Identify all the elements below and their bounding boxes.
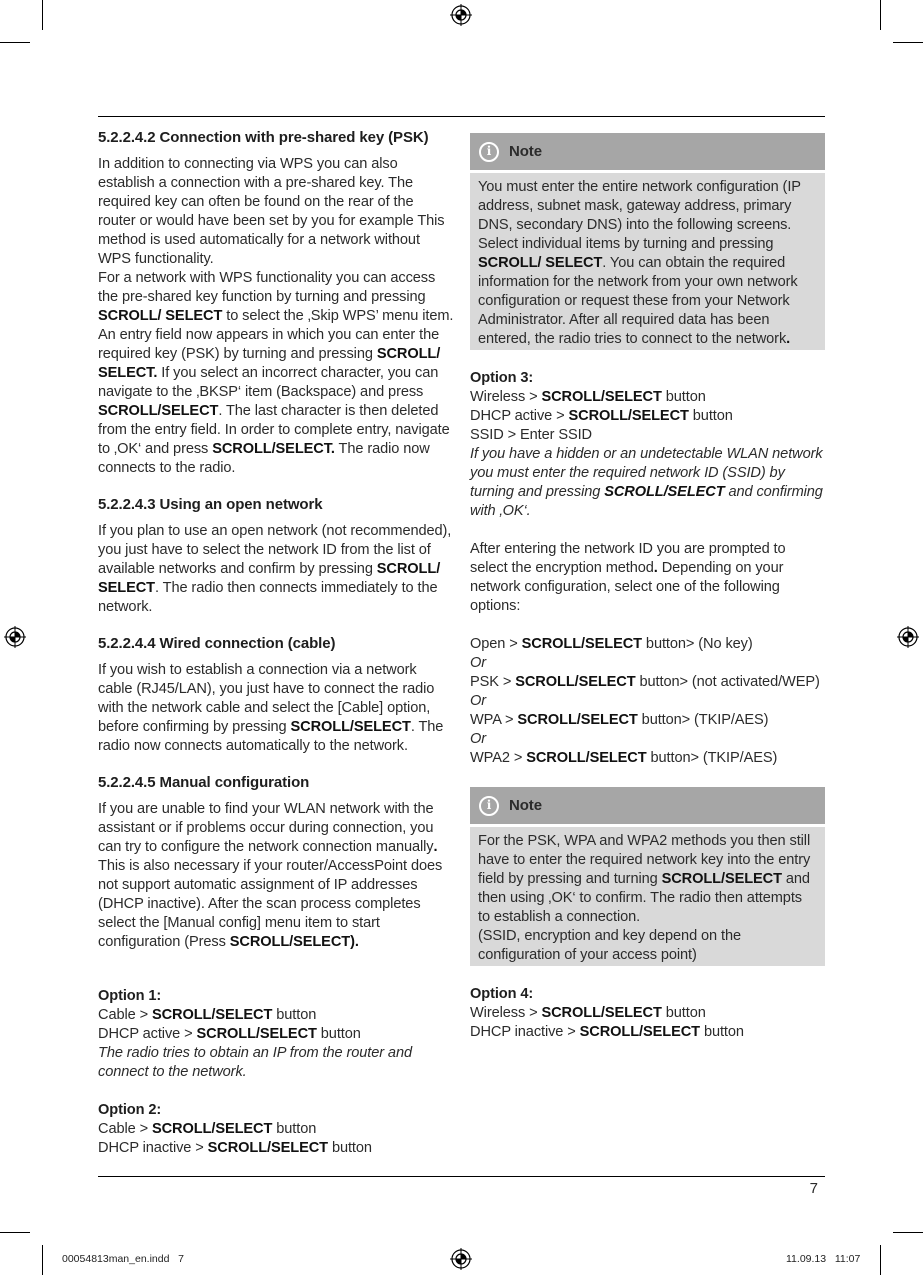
footer-rule — [98, 1176, 825, 1177]
option-line: DHCP inactive > SCROLL/SELECT button — [470, 1024, 744, 1040]
option-line: DHCP active > SCROLL/SELECT button — [98, 1026, 361, 1042]
section-heading: 5.2.2.4.2 Connection with pre-shared key (PSK) — [98, 129, 429, 146]
paragraph: In addition to connecting via WPS you can also establish a connection with a pre-shared key. The required key can often be found on the rear of the router or would have been set by you for example This method is used automatically for a network without WPS functionality. — [98, 156, 445, 267]
crop-mark — [893, 42, 923, 43]
crop-mark — [893, 1232, 923, 1233]
option-3 — [470, 369, 825, 521]
option-line: WPA2 > SCROLL/SELECT button> (TKIP/AES) — [470, 750, 778, 766]
crop-mark — [0, 42, 30, 43]
note-label: Note — [509, 797, 542, 814]
registration-mark-icon — [897, 626, 919, 648]
option-title: Option 1: — [98, 988, 162, 1004]
note-box — [470, 787, 825, 966]
note-body — [470, 827, 825, 966]
paragraph: If you wish to establish a connection via a network cable (RJ45/LAN), you just have to connect the radio with the network cable and select the [Cable] option, before confirming by pressing SCROLL/SELECT. The radio now connects automatically to the network. — [98, 662, 444, 754]
paragraph: Select individual items by turning and pressing SCROLL/ SELECT. You can obtain the required information for the network from your own network configuration or request these from your Network Administrator. After all required data has been entered, the radio tries to connect to the network. — [478, 236, 798, 347]
page-number: 7 — [809, 1180, 818, 1197]
option-line: PSK > SCROLL/SELECT button> (not activated/WEP) — [470, 674, 820, 690]
paragraph: For a network with WPS functionality you can access the pre-shared key function by turning and pressing SCROLL/ SELECT to select the ‚Skip WPS’ menu item. — [98, 270, 454, 324]
option-line: DHCP inactive > SCROLL/SELECT button — [98, 1140, 372, 1156]
right-column — [470, 133, 825, 1042]
registration-mark-icon — [450, 4, 472, 26]
section-wired — [98, 633, 454, 756]
option-title: Option 3: — [470, 370, 534, 386]
info-icon: i — [479, 796, 499, 816]
note-header — [470, 787, 825, 824]
crop-mark — [0, 1232, 30, 1233]
registration-mark-icon — [450, 1248, 472, 1270]
option-line: WPA > SCROLL/SELECT button> (TKIP/AES) — [470, 712, 769, 728]
option-line: Open > SCROLL/SELECT button> (No key) — [470, 636, 753, 652]
crop-mark — [880, 1245, 881, 1275]
paragraph: If you plan to use an open network (not recommended), you just have to select the network ID from the list of available networks and confirm by pressing SCROLL/ SELECT. The radio then connects immediately to the network. — [98, 523, 452, 615]
crop-mark — [42, 1245, 43, 1275]
or-label: Or — [470, 693, 487, 709]
paragraph: (SSID, encryption and key depend on the configuration of your access point) — [478, 928, 742, 963]
encryption-options — [470, 635, 825, 768]
paragraph: An entry field now appears in which you can enter the required key (PSK) by turning and pressing SCROLL/ SELECT. If you select an incorrect character, you can navigate to the ‚BKSP‘ item (Backspace) and press SCROLL/SELECT. The last character is then deleted from the entry field. In order to complete entry, navigate to ‚OK‘ and press SCROLL/SELECT. The radio now connects to the radio. — [98, 327, 450, 476]
note-body — [470, 173, 825, 350]
option-line: SSID > Enter SSID — [470, 427, 592, 443]
crop-mark — [42, 0, 43, 30]
option-1 — [98, 987, 454, 1082]
note-label: Note — [509, 143, 542, 160]
paragraph: For the PSK, WPA and WPA2 methods you then still have to enter the required network key into the entry field by pressing and turning SCROLL/SELECT and then using ‚OK‘ to confirm. The radio then attempts to establish a connection. — [478, 833, 811, 925]
option-4 — [470, 985, 825, 1042]
registration-mark-icon — [4, 626, 26, 648]
header-rule — [98, 116, 825, 117]
info-icon: i — [479, 142, 499, 162]
or-label: Or — [470, 731, 487, 747]
paragraph: You must enter the entire network configuration (IP address, subnet mask, gateway address, primary DNS, secondary DNS) into the following screens. — [478, 179, 801, 233]
section-psk — [98, 127, 454, 478]
option-line: Wireless > SCROLL/SELECT button — [470, 1005, 706, 1021]
note-header — [470, 133, 825, 170]
section-heading: 5.2.2.4.4 Wired connection (cable) — [98, 635, 336, 652]
left-column — [98, 127, 454, 1158]
paragraph: After entering the network ID you are prompted to select the encryption method. Depending on your network configuration, select one of the following options: — [470, 541, 786, 614]
section-heading: 5.2.2.4.3 Using an open network — [98, 496, 323, 513]
paragraph: If you are unable to find your WLAN network with the assistant or if problems occur during connection, you can try to configure the network connection manually. This is also necessary if your router/AccessPoint does not support automatic assignment of IP addresses (DHCP inactive). After the scan process completes select the [Manual config] menu item to start configuration (Press SCROLL/SELECT). — [98, 801, 443, 950]
option-2 — [98, 1101, 454, 1158]
option-line: Cable > SCROLL/SELECT button — [98, 1121, 317, 1137]
slug-filename: 00054813man_en.indd 7 — [62, 1253, 185, 1265]
note-box — [470, 133, 825, 350]
section-heading: 5.2.2.4.5 Manual configuration — [98, 774, 310, 791]
option-title: Option 2: — [98, 1102, 162, 1118]
section-manual — [98, 772, 454, 952]
option-note: If you have a hidden or an undetectable WLAN network you must enter the required network ID (SSID) by turning and pressing SCROLL/SELECT and confirming with ‚OK‘. — [470, 446, 823, 519]
option-line: Cable > SCROLL/SELECT button — [98, 1007, 317, 1023]
crop-mark — [880, 0, 881, 30]
or-label: Or — [470, 655, 487, 671]
section-open-network — [98, 494, 454, 617]
option-note: The radio tries to obtain an IP from the router and connect to the network. — [98, 1045, 412, 1080]
option-line: Wireless > SCROLL/SELECT button — [470, 389, 706, 405]
option-line: DHCP active > SCROLL/SELECT button — [470, 408, 733, 424]
option-title: Option 4: — [470, 986, 534, 1002]
slug-date: 11.09.13 11:07 — [786, 1253, 861, 1265]
